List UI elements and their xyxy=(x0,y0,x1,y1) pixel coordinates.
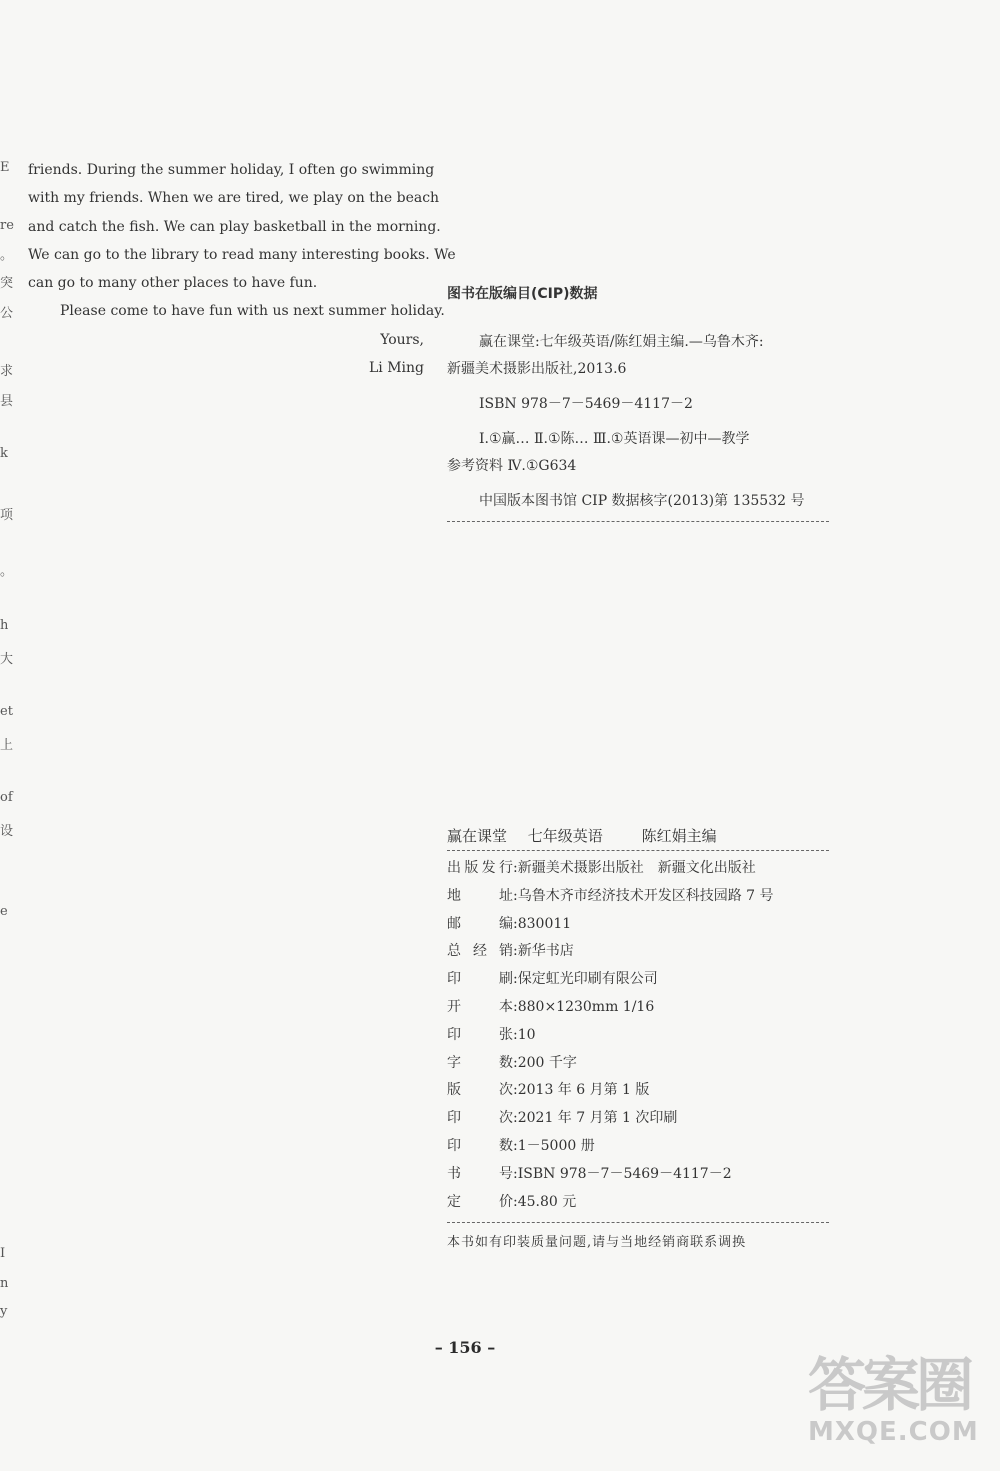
colophon-header xyxy=(447,822,829,850)
colophon-label: 印刷 xyxy=(447,971,513,988)
colophon-row xyxy=(447,855,829,883)
colophon-label: 书号 xyxy=(447,1165,513,1182)
colophon-label: 定价 xyxy=(447,1193,513,1210)
edge-char: I xyxy=(0,1246,6,1261)
colon: : xyxy=(513,1026,518,1043)
watermark-url: MXQE.COM xyxy=(808,1417,979,1447)
colophon-value: 830011 xyxy=(517,915,572,932)
edge-char: of xyxy=(0,790,13,805)
colon: : xyxy=(513,860,518,876)
book-grade: 七年级英语 xyxy=(527,827,603,845)
colophon-row xyxy=(447,1133,829,1161)
cip-line: 赢在课堂:七年级英语/陈红娟主编.—乌鲁木齐: xyxy=(479,334,764,350)
cip-classification: 参考资料 Ⅳ.①G634 xyxy=(447,458,577,474)
colon: : xyxy=(513,887,518,904)
colophon-label: 总经销 xyxy=(447,943,513,960)
colophon-label: 印次 xyxy=(447,1110,513,1127)
colophon-row xyxy=(447,883,829,911)
colon: : xyxy=(513,943,518,960)
colophon-row xyxy=(447,1105,829,1133)
edge-char: 上 xyxy=(0,738,14,753)
colophon-row xyxy=(447,938,829,966)
colophon-label: 出版发行 xyxy=(447,860,513,876)
edge-char: n xyxy=(0,1276,9,1291)
colophon-row xyxy=(447,994,829,1022)
colophon-row xyxy=(447,966,829,994)
edge-char: 求 xyxy=(0,364,14,379)
colophon-value: 2013 年 6 月第 1 版 xyxy=(517,1082,650,1099)
colon: : xyxy=(513,1193,518,1210)
colophon-label: 印张 xyxy=(447,1026,513,1043)
colophon-value: 1－5000 册 xyxy=(517,1137,595,1154)
cip-classification: Ⅰ.①赢… Ⅱ.①陈… Ⅲ.①英语课—初中—教学 xyxy=(479,431,750,447)
colon: : xyxy=(513,1110,518,1127)
colon: : xyxy=(513,915,518,932)
edge-char: re xyxy=(0,218,14,233)
colophon-label: 版次 xyxy=(447,1082,513,1099)
colophon-value: 2021 年 7 月第 1 次印刷 xyxy=(517,1110,678,1127)
colophon-row xyxy=(447,1050,829,1078)
edge-char: 公 xyxy=(0,306,14,321)
colon: : xyxy=(513,1054,518,1071)
colophon-label: 地址 xyxy=(447,887,513,904)
colophon-row xyxy=(447,911,829,939)
letter-text xyxy=(28,156,456,382)
colon: : xyxy=(513,1137,518,1154)
colophon-value: 200 千字 xyxy=(517,1054,577,1071)
colophon-row xyxy=(447,1189,829,1217)
colophon-label: 印数 xyxy=(447,1137,513,1154)
colophon-label: 字数 xyxy=(447,1054,513,1071)
letter-line: and catch the fish. We can play basketball in the morning. xyxy=(28,218,441,235)
cip-block xyxy=(447,283,829,522)
edge-char: 突 xyxy=(0,276,14,291)
book-title: 赢在课堂 xyxy=(447,827,508,845)
colophon-value: 乌鲁木齐市经济技术开发区科技园路 7 号 xyxy=(517,887,774,904)
watermark-logo xyxy=(808,1353,988,1463)
colon: : xyxy=(513,1082,518,1099)
edge-char: 。 xyxy=(0,248,14,263)
quality-notice: 本书如有印装质量问题,请与当地经销商联系调换 xyxy=(447,1235,747,1251)
divider xyxy=(447,850,829,851)
book-editor: 陈红娟主编 xyxy=(641,827,717,845)
edge-char: e xyxy=(0,904,8,919)
colon: : xyxy=(513,998,518,1015)
cip-line: 新疆美术摄影出版社,2013.6 xyxy=(447,361,627,377)
edge-char: 项 xyxy=(0,508,14,523)
edge-char: y xyxy=(0,1304,8,1319)
colophon-value: 10 xyxy=(517,1026,536,1043)
cip-title: 图书在版编目(CIP)数据 xyxy=(447,286,598,302)
edge-char: h xyxy=(0,618,9,633)
cip-verification: 中国版本图书馆 CIP 数据核字(2013)第 135532 号 xyxy=(479,493,805,509)
letter-line: friends. During the summer holiday, I often go swimming xyxy=(28,162,435,178)
edge-char: et xyxy=(0,704,13,719)
cip-isbn: ISBN 978－7－5469－4117－2 xyxy=(479,396,693,412)
colophon-row xyxy=(447,1077,829,1105)
watermark-text: 答案圈 xyxy=(808,1351,971,1419)
edge-char: E xyxy=(0,160,10,175)
letter-line: We can go to the library to read many interesting books. We xyxy=(28,246,456,263)
letter-signature: Li Ming xyxy=(368,360,424,377)
letter-closing-line: Please come to have fun with us next summer holiday. xyxy=(60,303,445,320)
colon: : xyxy=(513,971,518,988)
edge-char: 县 xyxy=(0,394,14,409)
colophon-value: 880×1230mm 1/16 xyxy=(517,998,655,1015)
edge-char: 。 xyxy=(0,564,14,579)
colophon-label: 邮编 xyxy=(447,915,513,932)
divider xyxy=(447,521,829,522)
colophon-label: 开本 xyxy=(447,998,513,1015)
colophon-block xyxy=(447,822,829,1250)
edge-char: 设 xyxy=(0,824,14,839)
letter-sign-off: Yours, xyxy=(380,331,424,348)
divider xyxy=(447,1222,829,1223)
colophon-rows xyxy=(447,855,829,1216)
colophon-row xyxy=(447,1161,829,1189)
colophon-value: 新疆美术摄影出版社 新疆文化出版社 xyxy=(517,860,756,876)
colophon-row xyxy=(447,1022,829,1050)
colophon-value: ISBN 978－7－5469－4117－2 xyxy=(517,1165,732,1182)
edge-char: 大 xyxy=(0,652,14,667)
letter-line: can go to many other places to have fun. xyxy=(28,275,318,292)
edge-char: k xyxy=(0,446,8,461)
letter-line: with my friends. When we are tired, we play on the beach xyxy=(28,190,440,207)
colophon-value: 保定虹光印刷有限公司 xyxy=(517,971,658,988)
colon: : xyxy=(513,1165,518,1182)
colophon-value: 新华书店 xyxy=(517,943,574,960)
colophon-value: 45.80 元 xyxy=(517,1193,577,1210)
page-number: – 156 – xyxy=(434,1338,496,1357)
